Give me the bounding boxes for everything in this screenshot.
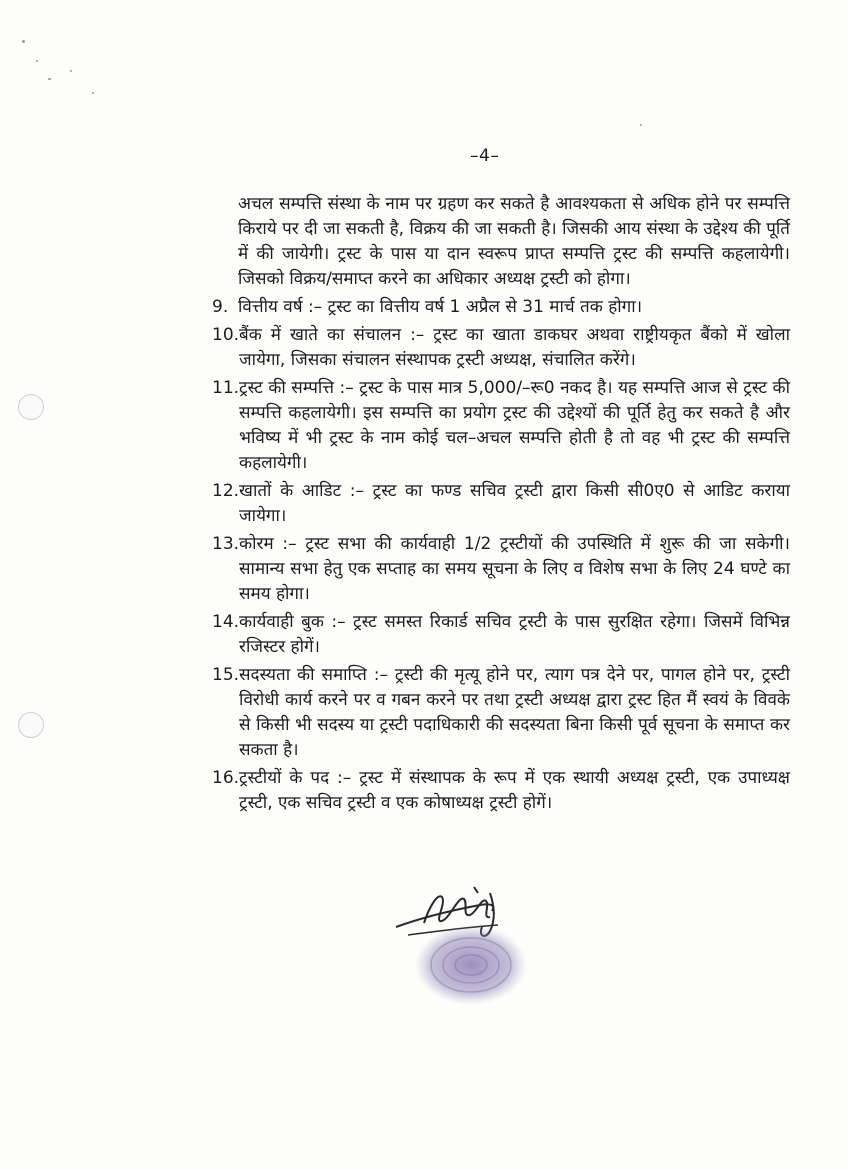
intro-paragraph: अचल सम्पत्ति संस्था के नाम पर ग्रहण कर सकते है आवश्यकता से अधिक होने पर सम्पत्ति किराये पर दी जा सकती है, विक्रय की जा सकती है। जिसकी आय संस्था के उद्देश्य की पूर्ति में की जायेगी। ट्रस्ट के पास या दान स्वरूप प्राप्त सम्पत्ति ट्रस्ट की सम्पत्ति कहलायेगी। जिसको विक्रय/समाप्त करने का अधिकार अध्यक्ष ट्रस्टी को होगा।	[238, 194, 790, 289]
scan-speck	[22, 40, 25, 43]
clause-item	[212, 323, 790, 373]
clause-text: बैंक में खाते का संचालन :– ट्रस्ट का खाता डाकघर अथवा राष्ट्रीयकृत बैंको में खोला जायेगा, जिसका संचालन संस्थापक ट्रस्टी अध्यक्ष, संचालित करेंगे।	[239, 325, 790, 370]
document-body	[212, 192, 790, 816]
clause-text: खातों के आडिट :– ट्रस्ट का फण्ड सचिव ट्रस्टी द्वारा किसी सी0ए0 से आडिट कराया जायेगा।	[239, 481, 790, 526]
scan-speck	[92, 92, 94, 94]
clause-item	[212, 532, 790, 607]
scan-speck	[70, 70, 72, 72]
clause-item	[212, 295, 790, 320]
clause-item	[212, 766, 790, 816]
clause-text: कोरम :– ट्रस्ट सभा की कार्यवाही 1/2 ट्रस्टीयों की उपस्थिति में शुरू की जा सकेगी। सामान्य सभा हेतु एक सप्ताह का समय सूचना के लिए व विशेष सभा के लिए 24 घण्टे का समय होगा।	[239, 534, 790, 604]
scan-speck	[48, 78, 51, 80]
clause-number: 11.	[212, 378, 240, 398]
clause-item	[212, 610, 790, 660]
punch-hole	[18, 712, 44, 738]
clause-text: ट्रस्ट की सम्पत्ति :– ट्रस्ट के पास मात्र 5,000/–रू0 नकद है। यह सम्पत्ति आज से ट्रस्ट की सम्पत्ति कहलायेगी। इस सम्पत्ति का प्रयोग ट्रस्ट की उद्देश्यों की पूर्ति हेतु कर सकते है और भविष्य में भी ट्रस्ट के नाम कोई चल–अचल सम्पत्ति होती है तो वह भी ट्रस्ट की सम्पत्ति कहलायेगी।	[239, 378, 790, 473]
clause-number: 10.	[212, 325, 240, 345]
clause-item	[212, 663, 790, 763]
clause-number: 14.	[212, 612, 240, 632]
clause-item	[212, 479, 790, 529]
clause-text: ट्रस्टीयों के पद :– ट्रस्ट में संस्थापक के रूप में एक स्थायी अध्यक्ष ट्रस्टी, एक उपाध्यक्ष ट्रस्टी, एक सचिव ट्रस्टी व एक कोषाध्यक्ष ट्रस्टी होगें।	[239, 768, 790, 813]
scan-speck	[36, 60, 38, 62]
clause-number: 15.	[212, 665, 240, 685]
clause-number: 12.	[212, 481, 240, 501]
page-number: –4–	[470, 146, 500, 166]
clause-text: सदस्यता की समाप्ति :– ट्रस्टी की मृत्यू होने पर, त्याग पत्र देने पर, पागल होने पर, ट्रस्टी विरोधी कार्य करने पर व गबन करने पर तथा ट्रस्टी अध्यक्ष द्वारा ट्रस्ट हित मैं स्वयं के विवके से किसी भी सदस्य या ट्रस्टी पदाधिकारी की सदस्यता बिना किसी पूर्व सूचना के समाप्त कर सकता है।	[239, 665, 790, 760]
clause-item	[212, 376, 790, 476]
clause-number: 16.	[212, 768, 240, 788]
clause-text: कार्यवाही बुक :– ट्रस्ट समस्त रिकार्ड सचिव ट्रस्टी के पास सुरक्षित रहेगा। जिसमें विभिन्न रजिस्टर होगें।	[239, 612, 790, 657]
clause-number: 13.	[212, 534, 240, 554]
thumbprint	[412, 922, 530, 1008]
clause-list	[212, 295, 790, 816]
clause-text: वित्तीय वर्ष :– ट्रस्ट का वित्तीय वर्ष 1 अप्रैल से 31 मार्च तक होगा।	[238, 297, 643, 317]
scan-speck	[640, 124, 642, 126]
punch-hole	[18, 394, 44, 420]
clause-number: 9.	[212, 297, 229, 317]
